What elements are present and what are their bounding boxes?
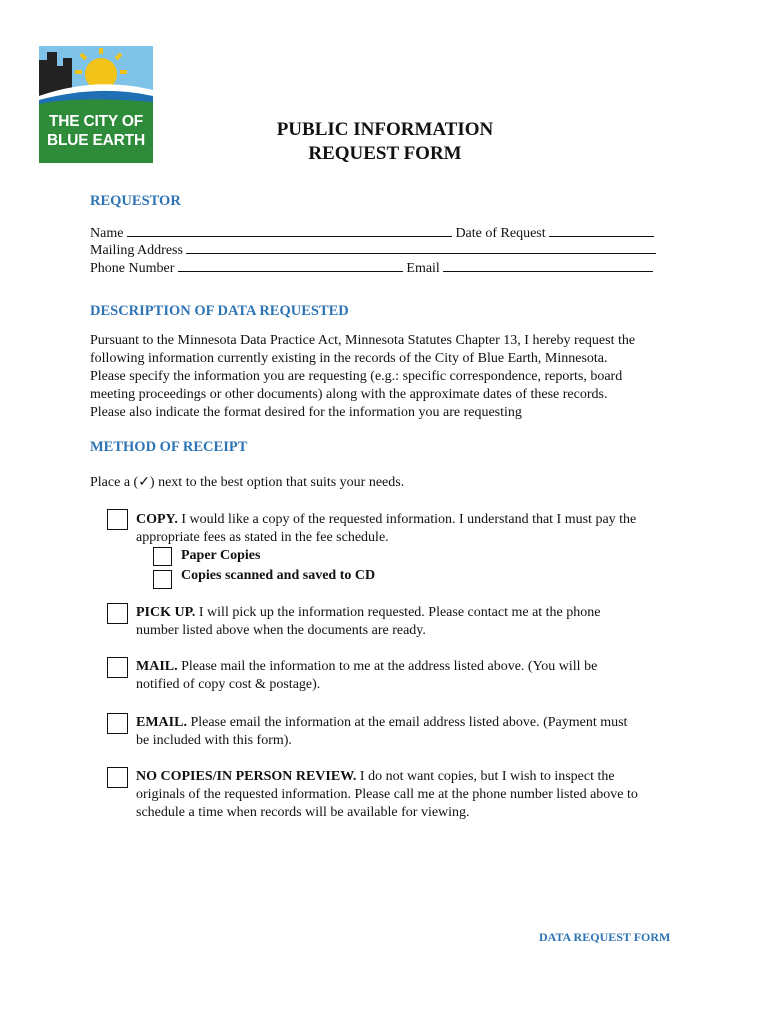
description-line: Please also indicate the format desired for the information you are requesting xyxy=(90,405,522,420)
mail-text-2: notified of copy cost & postage). xyxy=(136,677,321,692)
receipt-heading: METHOD OF RECEIPT xyxy=(90,439,248,455)
page-title-line-2: REQUEST FORM xyxy=(308,143,462,164)
logo-text xyxy=(39,112,153,150)
no-copies-label: NO COPIES/IN PERSON REVIEW. xyxy=(136,769,357,784)
email-text-1: Please email the information at the email address listed above. (Payment must xyxy=(186,715,628,730)
paper-copies-label: Paper Copies xyxy=(181,548,261,563)
logo-line-2: BLUE EARTH xyxy=(47,132,145,149)
copy-checkbox[interactable] xyxy=(107,509,128,530)
phone-label: Phone Number xyxy=(90,261,175,276)
mail-checkbox[interactable] xyxy=(107,657,128,678)
logo-line-1: THE CITY OF xyxy=(49,113,143,130)
email-option-label: EMAIL. xyxy=(136,715,187,730)
name-field[interactable] xyxy=(127,222,452,237)
description-line: Please specify the information you are requesting (e.g.: specific correspondence, reports, board xyxy=(90,369,623,384)
date-field[interactable] xyxy=(549,222,654,237)
no-copies-checkbox[interactable] xyxy=(107,767,128,788)
address-label: Mailing Address xyxy=(90,243,183,258)
description-line: following information currently existing in the records of the City of Blue Earth, Minnesota. xyxy=(90,351,608,366)
description-line: meeting proceedings or other documents) along with the approximate dates of these records. xyxy=(90,387,608,402)
cd-copies-label: Copies scanned and saved to CD xyxy=(181,568,376,583)
mail-label: MAIL. xyxy=(136,659,178,674)
no-copies-text-3: schedule a time when records will be available for viewing. xyxy=(136,805,470,820)
paper-copies-checkbox[interactable] xyxy=(153,547,172,566)
copy-text-2: appropriate fees as stated in the fee schedule. xyxy=(136,530,389,545)
email-label: Email xyxy=(406,261,440,276)
description-heading: DESCRIPTION OF DATA REQUESTED xyxy=(90,303,349,319)
address-field[interactable] xyxy=(186,239,656,254)
no-copies-text-1: I do not want copies, but I wish to inspect the xyxy=(356,769,615,784)
city-logo xyxy=(39,46,153,163)
footer-label: DATA REQUEST FORM xyxy=(539,930,671,944)
pickup-label: PICK UP. xyxy=(136,605,196,620)
pickup-checkbox[interactable] xyxy=(107,603,128,624)
pickup-text-1: I will pick up the information requested. Please contact me at the phone xyxy=(195,605,601,620)
pickup-text-2: number listed above when the documents are ready. xyxy=(136,623,426,638)
email-text-2: be included with this form). xyxy=(136,733,292,748)
description-text xyxy=(90,332,690,422)
page-title-line-1: PUBLIC INFORMATION xyxy=(276,119,494,140)
date-label: Date of Request xyxy=(455,226,546,241)
copy-option xyxy=(136,511,696,547)
requestor-heading: REQUESTOR xyxy=(90,193,181,209)
email-field[interactable] xyxy=(443,257,653,272)
cd-copies-checkbox[interactable] xyxy=(153,570,172,589)
description-line: Pursuant to the Minnesota Data Practice Act, Minnesota Statutes Chapter 13, I hereby request the xyxy=(90,333,636,348)
email-option xyxy=(136,714,696,750)
pickup-option xyxy=(136,604,696,640)
copy-text-1: I would like a copy of the requested information. I understand that I must pay the xyxy=(177,512,637,527)
mail-option xyxy=(136,658,696,694)
phone-field[interactable] xyxy=(178,257,403,272)
phone-row xyxy=(90,257,653,278)
email-checkbox[interactable] xyxy=(107,713,128,734)
receipt-instruction: Place a (✓) next to the best option that suits your needs. xyxy=(90,475,405,490)
mail-text-1: Please mail the information to me at the address listed above. (You will be xyxy=(177,659,598,674)
no-copies-option xyxy=(136,768,696,822)
no-copies-text-2: originals of the requested information. Please call me at the phone number listed above to xyxy=(136,787,638,802)
name-label: Name xyxy=(90,226,124,241)
copy-label: COPY. xyxy=(136,512,178,527)
